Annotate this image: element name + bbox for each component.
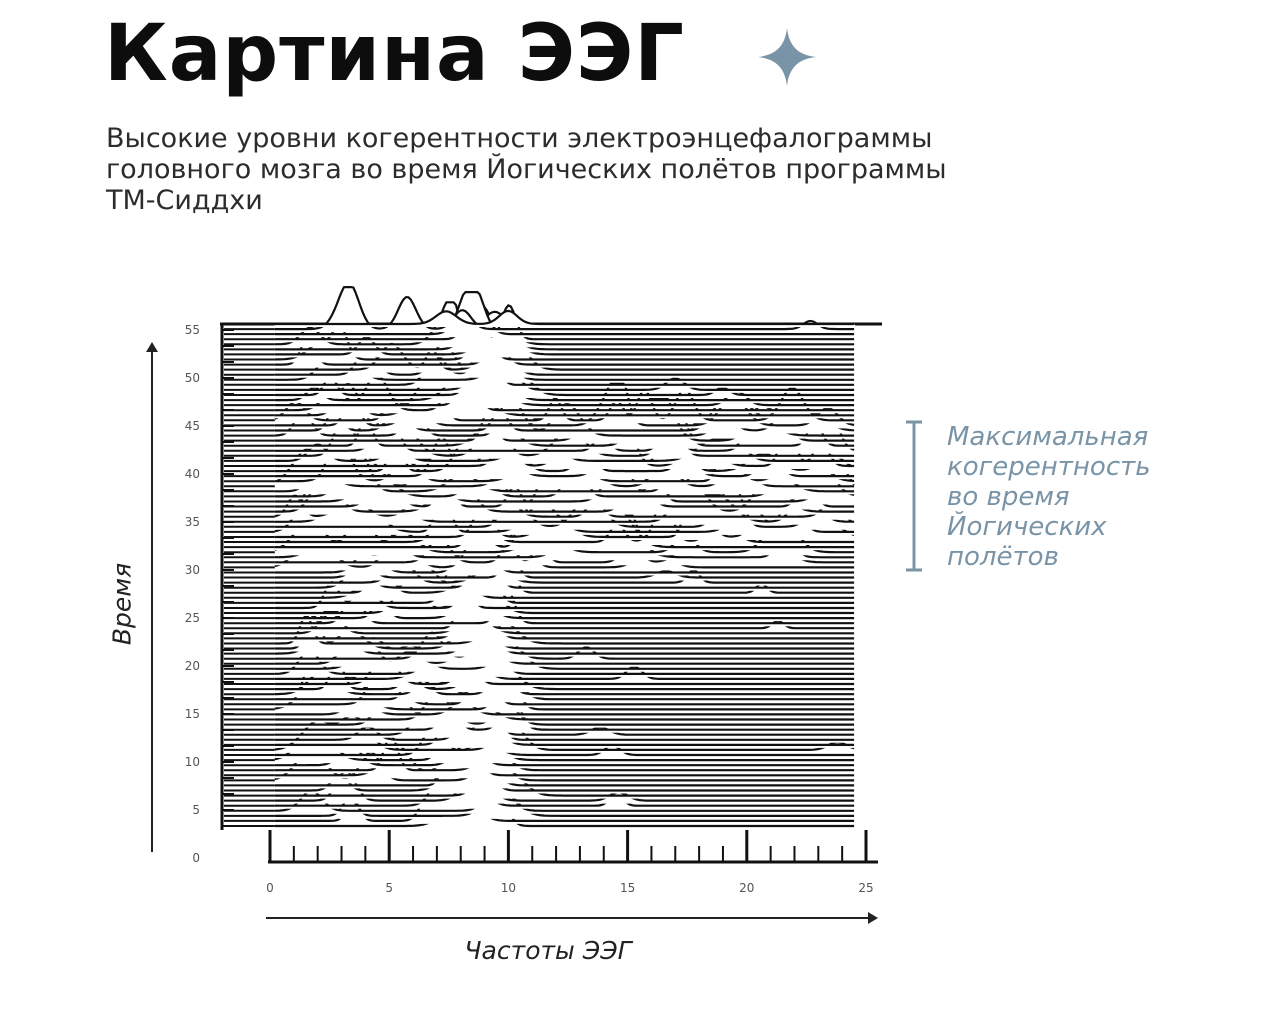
y-tick-label: 40 [184, 467, 200, 481]
y-tick-label: 30 [184, 563, 200, 577]
y-axis-title: Время [107, 562, 137, 646]
x-tick-label: 25 [858, 881, 874, 895]
x-tick-label: 0 [266, 881, 274, 895]
page-title: Картина ЭЭГ [104, 9, 685, 99]
y-tick-label: 15 [184, 707, 200, 721]
x-tick-label: 10 [500, 881, 517, 895]
x-tick-label: 5 [385, 881, 394, 895]
coherence-bracket [906, 420, 922, 572]
y-tick-label: 5 [192, 803, 200, 817]
chart-traces [224, 287, 857, 829]
x-axis-title: Частоты ЭЭГ [464, 936, 632, 965]
y-tick-label: 10 [184, 755, 200, 769]
coherence-annotation: Максимальная когерентность во время Йогических полётов [947, 422, 1151, 572]
y-axis-arrow-head [146, 342, 158, 352]
y-tick-label: 0 [192, 851, 200, 865]
y-tick-label: 50 [184, 371, 200, 385]
y-tick-label: 45 [184, 419, 200, 433]
page-subtitle: Высокие уровни когерентности электроэнцефалограммы головного мозга во время Йогических полётов программы ТМ-Сиддхи [106, 123, 947, 216]
x-axis-arrow-head [868, 912, 878, 924]
y-tick-label: 35 [184, 515, 200, 529]
x-tick-label: 20 [739, 881, 755, 895]
y-tick-label: 20 [184, 659, 200, 673]
y-tick-label: 55 [184, 323, 200, 337]
y-tick-label: 25 [184, 611, 200, 625]
x-tick-label: 15 [619, 881, 636, 895]
